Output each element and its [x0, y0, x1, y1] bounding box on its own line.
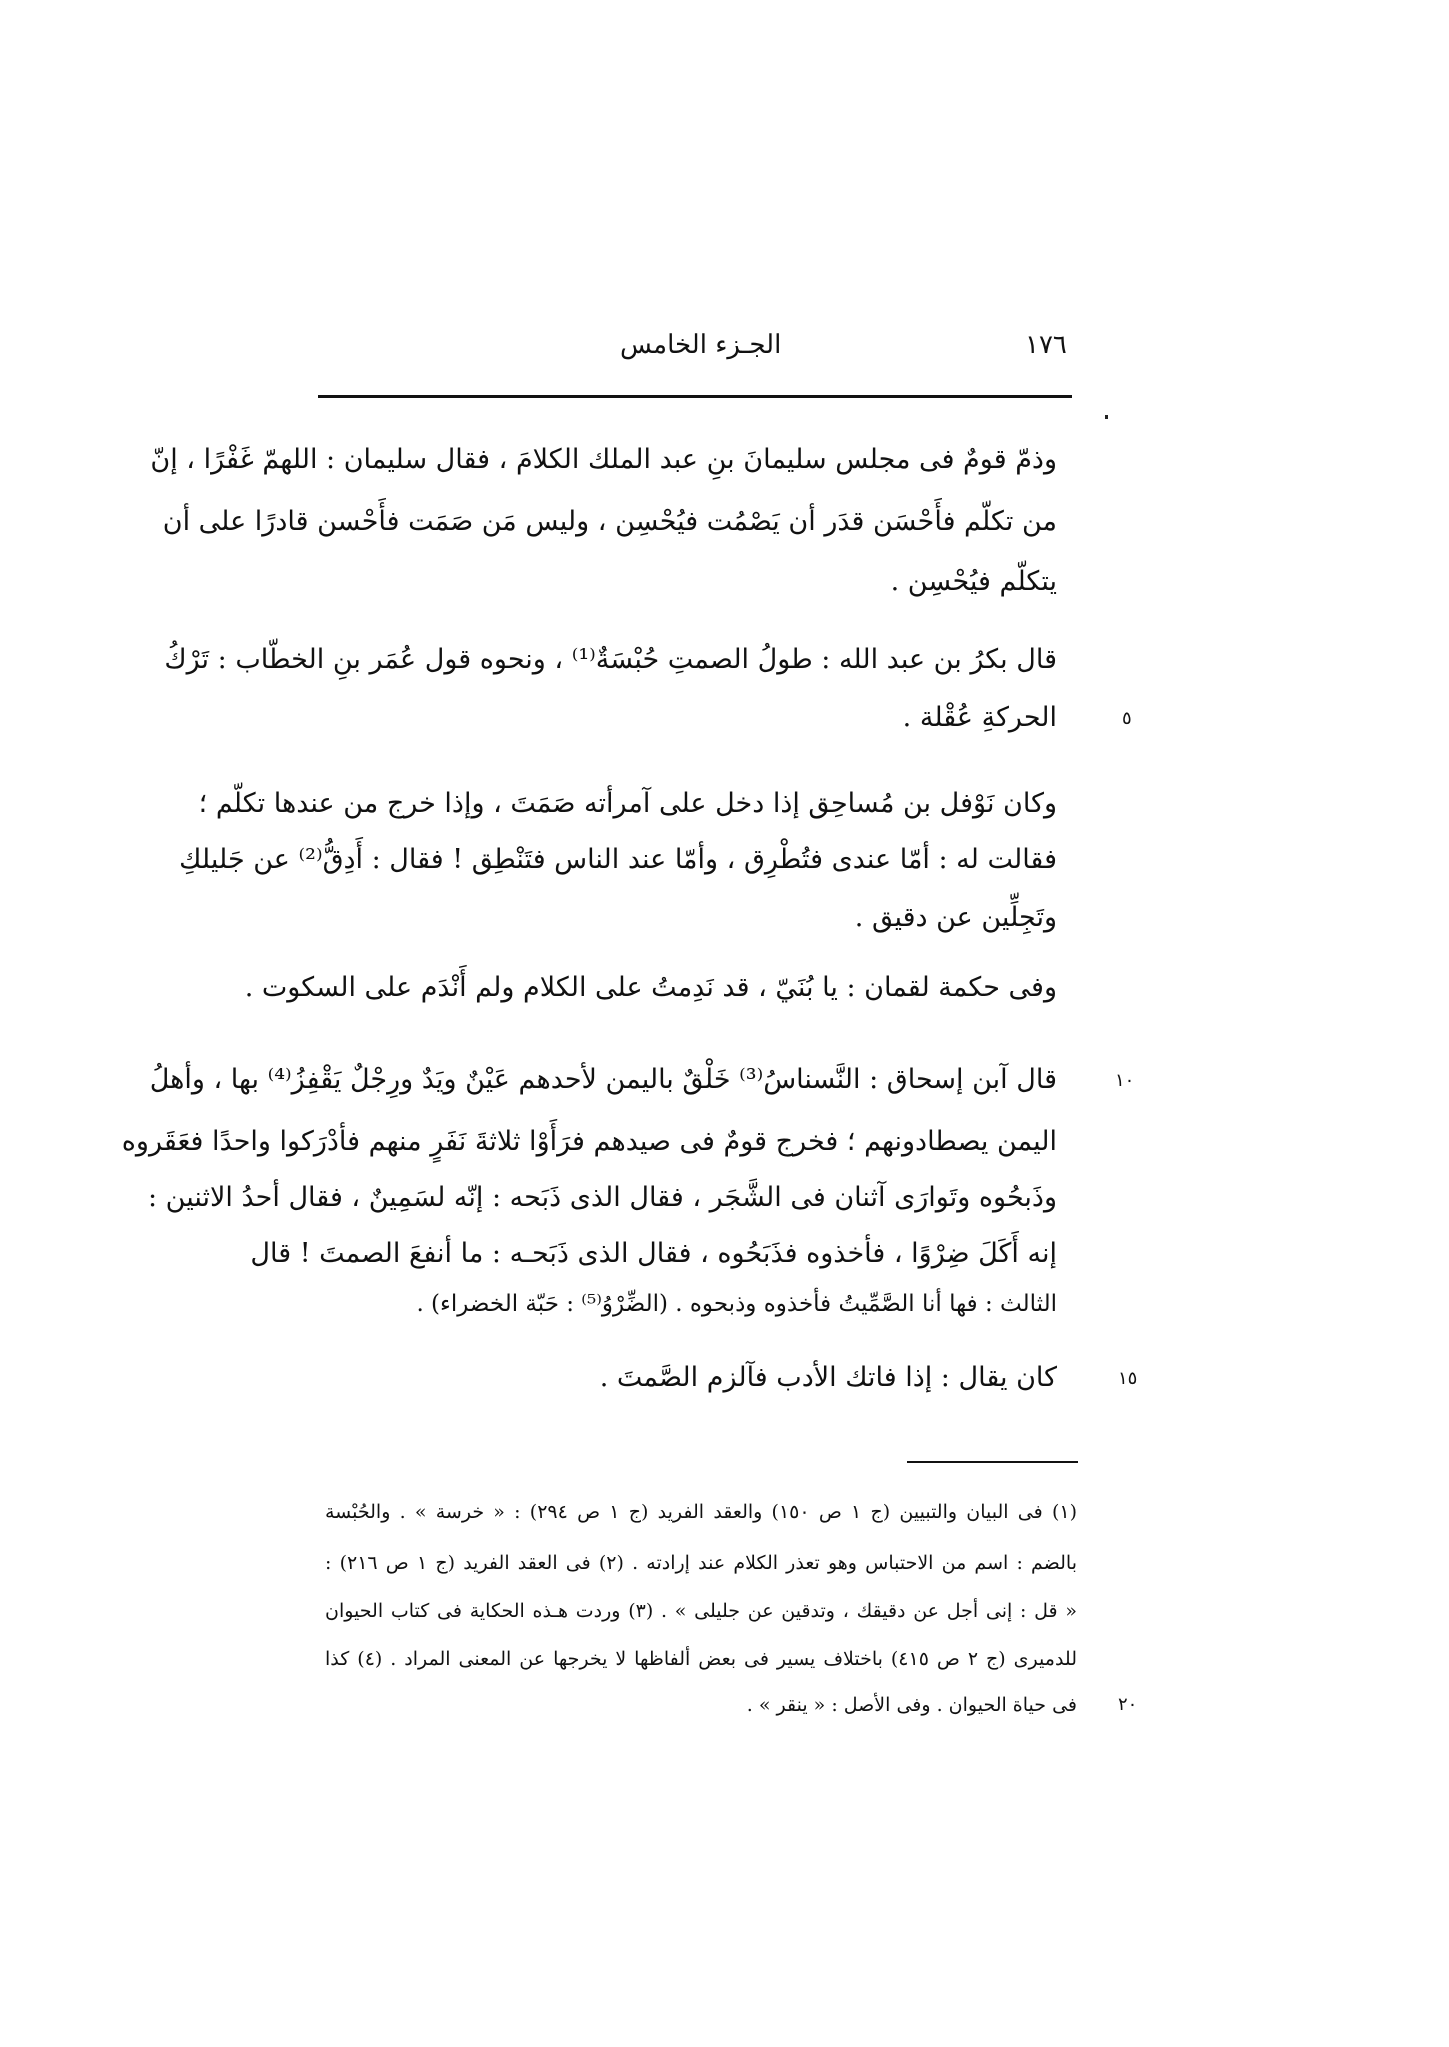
- body-line: من تكلّم فأَحْسَن قدَر أن يَصْمُت فيُحْسِن ، وليس مَن صَمَت فأَحْسن قادرًا على أن: [162, 506, 1057, 537]
- running-title: الجـزء الخامس: [620, 330, 782, 360]
- stray-dot: [1105, 415, 1108, 419]
- line-number-20: ٢٠: [1118, 1694, 1138, 1715]
- page-number: ١٧٦: [1025, 330, 1067, 360]
- body-line: وكان نَوْفل بن مُساحِق إذا دخل على آمرأته صَمَتَ ، وإذا خرج من عندها تكلّم ؛: [198, 788, 1057, 819]
- body-line: يتكلّم فيُحْسِن .: [890, 566, 1057, 597]
- line-number-10: ١٠: [1115, 1070, 1135, 1091]
- body-line: قال بكرُ بن عبد الله : طولُ الصمتِ حُبْسَةٌ⁽¹⁾ ، ونحوه قول عُمَر بنِ الخطّاب : تَرْكُ: [164, 644, 1057, 675]
- body-line: وذَبحُوه وتَوارَى آثنان فى الشَّجَر ، فقال الذى ذَبَحه : إنّه لسَمِينٌ ، فقال أحدُ الاثنين :: [147, 1182, 1057, 1213]
- body-line: كان يقال : إذا فاتك الأدب فآلزم الصَّمتَ .: [599, 1362, 1057, 1393]
- body-line: الثالث : فها أنا الصَّمِّيتُ فأخذوه وذبحوه . (الضِّرْوُ⁽⁵⁾ : حَبّة الخضراء) .: [416, 1291, 1057, 1317]
- line-number-5: ٥: [1122, 708, 1132, 729]
- footnote-line: فى حياة الحيوان . وفى الأصل : « ينقر » .: [746, 1694, 1077, 1716]
- line-number-15: ١٥: [1118, 1368, 1138, 1389]
- body-line: قال آبن إسحاق : النَّسناسُ⁽³⁾ خَلْقٌ باليمن لأحدهم عَيْنٌ ويَدٌ ورِجْلٌ يَقْفِزُ⁽⁴⁾ بها ، وأهلُ: [149, 1064, 1057, 1095]
- header-rule: [318, 395, 1072, 398]
- footnote-line: (١) فى البيان والتبيين (ج ١ ص ١٥٠) والعقد الفريد (ج ١ ص ٢٩٤) : « خرسة » . والحُبْسة: [325, 1501, 1078, 1523]
- body-line: وفى حكمة لقمان : يا بُنَيّ ، قد نَدِمتُ على الكلام ولم أَنْدَم على السكوت .: [244, 972, 1057, 1003]
- footnote-line: بالضم : اسم من الاحتباس وهو تعذر الكلام عند إرادته . (٢) فى العقد الفريد (ج ١ ص ٢١٦) :: [325, 1552, 1078, 1574]
- footnote-rule: [907, 1461, 1078, 1463]
- body-line: إنه أَكَلَ ضِرْوًا ، فأخذوه فذَبَحُوه ، فقال الذى ذَبَحـه : ما أنفعَ الصمتَ ! قال: [250, 1238, 1057, 1269]
- body-line: وذمّ قومٌ فى مجلس سليمانَ بنِ عبد الملك الكلامَ ، فقال سليمان : اللهمّ غَفْرًا ، إنّ: [150, 444, 1057, 475]
- body-line: فقالت له : أمّا عندى فتُطْرِق ، وأمّا عند الناس فتَنْطِق ! فقال : أَدِقُّ⁽²⁾ عن جَليلكِ: [179, 844, 1057, 875]
- footnote-line: للدميرى (ج ٢ ص ٤١٥) باختلاف يسير فى بعض ألفاظها لا يخرجها عن المعنى المراد . (٤) كذا: [325, 1648, 1078, 1670]
- body-line: اليمن يصطادونهم ؛ فخرج قومٌ فى صيدهم فرَأَوْا ثلاثةَ نَفَرٍ منهم فأدْرَكوا واحدًا فعَقَروه: [121, 1126, 1057, 1157]
- body-line: الحركةِ عُقْلة .: [902, 702, 1057, 733]
- body-line: وتَجِلِّين عن دقيق .: [854, 902, 1057, 933]
- footnote-line: « قل : إنى أجل عن دقيقك ، وتدقين عن جليلى » . (٣) وردت هـذه الحكاية فى كتاب الحيوان: [325, 1600, 1078, 1622]
